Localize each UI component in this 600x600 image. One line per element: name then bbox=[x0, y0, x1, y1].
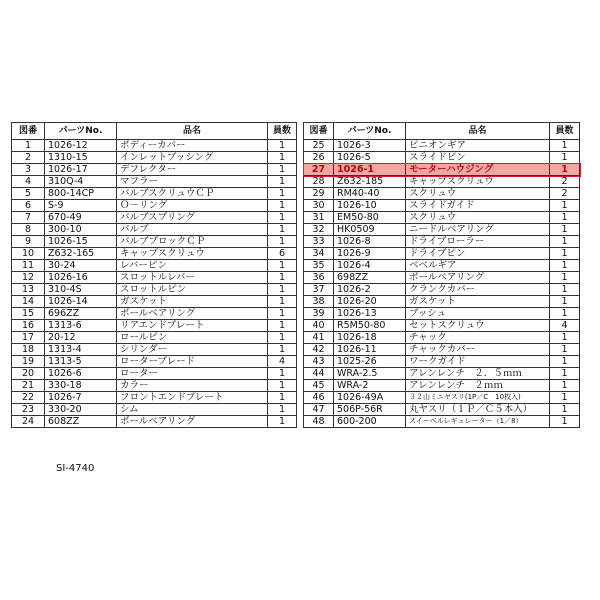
cell-name: スライドピン bbox=[406, 152, 550, 164]
cell-part: Z632-185 bbox=[334, 176, 406, 188]
cell-part: 1025-26 bbox=[334, 356, 406, 368]
cell-no: 14 bbox=[12, 296, 45, 308]
cell-part: 1026-14 bbox=[45, 296, 117, 308]
table-row bbox=[304, 416, 580, 428]
cell-qty: 4 bbox=[550, 320, 580, 332]
cell-part: 1313-5 bbox=[45, 356, 117, 368]
cell-name: リアエンドプレート bbox=[117, 320, 268, 332]
cell-part: 670-49 bbox=[45, 212, 117, 224]
cell-no: 39 bbox=[304, 308, 334, 320]
cell-name: ブッシュ bbox=[406, 308, 550, 320]
parts-table-left-body bbox=[12, 140, 297, 428]
cell-name: バルブスプリング bbox=[117, 212, 268, 224]
table-row bbox=[12, 368, 297, 380]
cell-part: HK0509 bbox=[334, 224, 406, 236]
cell-no: 17 bbox=[12, 332, 45, 344]
cell-qty: 1 bbox=[268, 404, 297, 416]
cell-no: 12 bbox=[12, 272, 45, 284]
table-row bbox=[12, 404, 297, 416]
cell-name: ガスケット bbox=[406, 296, 550, 308]
cell-part: 1026-20 bbox=[334, 296, 406, 308]
table-row bbox=[304, 296, 580, 308]
table-row bbox=[304, 200, 580, 212]
table-row bbox=[12, 320, 297, 332]
cell-name: スクリュウ bbox=[406, 212, 550, 224]
cell-no: 44 bbox=[304, 368, 334, 380]
table-row bbox=[304, 140, 580, 152]
cell-part: 506P-56R bbox=[334, 404, 406, 416]
cell-part: RM40-40 bbox=[334, 188, 406, 200]
cell-qty: 1 bbox=[268, 152, 297, 164]
cell-no: 15 bbox=[12, 308, 45, 320]
cell-name: ボールベアリング bbox=[406, 272, 550, 284]
cell-qty: 1 bbox=[550, 236, 580, 248]
cell-part: 1026-15 bbox=[45, 236, 117, 248]
cell-name: ３２山ミニヤスリ(1P／C 10枚入) bbox=[406, 392, 550, 404]
cell-qty: 1 bbox=[550, 368, 580, 380]
cell-no: 45 bbox=[304, 380, 334, 392]
cell-no: 26 bbox=[304, 152, 334, 164]
table-row bbox=[304, 212, 580, 224]
cell-no: 21 bbox=[12, 380, 45, 392]
cell-part: 1026-6 bbox=[45, 368, 117, 380]
table-row bbox=[304, 380, 580, 392]
cell-part: 1026-2 bbox=[334, 284, 406, 296]
cell-part: 20-12 bbox=[45, 332, 117, 344]
header-part: パーツNo. bbox=[334, 123, 406, 140]
cell-qty: 1 bbox=[550, 296, 580, 308]
cell-name: クランクカバー bbox=[406, 284, 550, 296]
table-row bbox=[12, 284, 297, 296]
table-row bbox=[12, 344, 297, 356]
cell-part: WRA-2 bbox=[334, 380, 406, 392]
cell-no: 10 bbox=[12, 248, 45, 260]
cell-qty: 1 bbox=[550, 308, 580, 320]
cell-qty: 1 bbox=[550, 356, 580, 368]
cell-no: 47 bbox=[304, 404, 334, 416]
header-no: 図番 bbox=[12, 123, 45, 140]
header-name: 品名 bbox=[117, 123, 268, 140]
table-row bbox=[304, 260, 580, 272]
cell-part: 300-10 bbox=[45, 224, 117, 236]
cell-no: 19 bbox=[12, 356, 45, 368]
cell-name: アレンレンチ ２．５ｍｍ bbox=[406, 368, 550, 380]
parts-table-right-body bbox=[304, 140, 580, 428]
cell-name: ボディーカバー bbox=[117, 140, 268, 152]
cell-part: 1026-18 bbox=[334, 332, 406, 344]
cell-no: 3 bbox=[12, 164, 45, 176]
cell-qty: 1 bbox=[550, 164, 580, 176]
cell-part: 1026-12 bbox=[45, 140, 117, 152]
cell-qty: 1 bbox=[268, 140, 297, 152]
cell-no: 43 bbox=[304, 356, 334, 368]
cell-no: 20 bbox=[12, 368, 45, 380]
cell-no: 37 bbox=[304, 284, 334, 296]
cell-qty: 1 bbox=[268, 368, 297, 380]
cell-part: 1026-13 bbox=[334, 308, 406, 320]
cell-name: ローター bbox=[117, 368, 268, 380]
cell-qty: 1 bbox=[268, 380, 297, 392]
table-row bbox=[304, 224, 580, 236]
header-name: 品名 bbox=[406, 123, 550, 140]
table-row bbox=[12, 392, 297, 404]
cell-part: 1026-17 bbox=[45, 164, 117, 176]
cell-qty: 1 bbox=[550, 392, 580, 404]
table-header-row bbox=[12, 123, 297, 140]
table-row bbox=[304, 152, 580, 164]
cell-name: ロールピン bbox=[117, 332, 268, 344]
cell-name: アレンレンチ ２ｍｍ bbox=[406, 380, 550, 392]
cell-part: 1310-15 bbox=[45, 152, 117, 164]
cell-no: 29 bbox=[304, 188, 334, 200]
header-no: 図番 bbox=[304, 123, 334, 140]
cell-name: キャップスクリュウ bbox=[406, 176, 550, 188]
cell-name: マフラー bbox=[117, 176, 268, 188]
table-row bbox=[12, 200, 297, 212]
parts-table-left bbox=[11, 122, 297, 428]
cell-qty: 1 bbox=[268, 296, 297, 308]
cell-no: 18 bbox=[12, 344, 45, 356]
cell-name: ガスケット bbox=[117, 296, 268, 308]
cell-no: 40 bbox=[304, 320, 334, 332]
cell-no: 36 bbox=[304, 272, 334, 284]
cell-name: キャップスクリュウ bbox=[117, 248, 268, 260]
cell-no: 9 bbox=[12, 236, 45, 248]
table-row bbox=[12, 140, 297, 152]
cell-part: 1026-4 bbox=[334, 260, 406, 272]
table-row bbox=[12, 212, 297, 224]
table-row bbox=[304, 368, 580, 380]
cell-no: 30 bbox=[304, 200, 334, 212]
cell-qty: 1 bbox=[268, 176, 297, 188]
cell-part: 1026-3 bbox=[334, 140, 406, 152]
parts-table-right bbox=[303, 122, 580, 428]
cell-part: 608ZZ bbox=[45, 416, 117, 428]
cell-name: チャック bbox=[406, 332, 550, 344]
cell-no: 2 bbox=[12, 152, 45, 164]
table-row bbox=[12, 296, 297, 308]
table-row bbox=[304, 236, 580, 248]
cell-qty: 1 bbox=[268, 260, 297, 272]
cell-name: ニードルベアリング bbox=[406, 224, 550, 236]
cell-name: ボールベアリング bbox=[117, 308, 268, 320]
cell-no: 7 bbox=[12, 212, 45, 224]
table-row bbox=[12, 260, 297, 272]
table-row bbox=[304, 284, 580, 296]
cell-qty: 1 bbox=[268, 236, 297, 248]
cell-no: 27 bbox=[304, 164, 334, 176]
cell-name: ドライブローラー bbox=[406, 236, 550, 248]
table-row bbox=[304, 176, 580, 188]
cell-qty: 1 bbox=[550, 212, 580, 224]
cell-name: バルブブロックＣＰ bbox=[117, 236, 268, 248]
cell-no: 41 bbox=[304, 332, 334, 344]
cell-name: ピニオンギア bbox=[406, 140, 550, 152]
cell-name: カラー bbox=[117, 380, 268, 392]
cell-name: スロットルレバー bbox=[117, 272, 268, 284]
table-row bbox=[304, 308, 580, 320]
cell-part: 1026-5 bbox=[334, 152, 406, 164]
table-row bbox=[12, 248, 297, 260]
cell-qty: 6 bbox=[268, 248, 297, 260]
cell-part: Z632-165 bbox=[45, 248, 117, 260]
cell-part: 1026-1 bbox=[334, 164, 406, 176]
header-qty: 員数 bbox=[550, 123, 580, 140]
cell-part: R5M50-80 bbox=[334, 320, 406, 332]
cell-part: 1026-7 bbox=[45, 392, 117, 404]
cell-no: 1 bbox=[12, 140, 45, 152]
header-qty: 員数 bbox=[268, 123, 297, 140]
cell-qty: 1 bbox=[550, 380, 580, 392]
cell-no: 24 bbox=[12, 416, 45, 428]
cell-qty: 1 bbox=[268, 188, 297, 200]
cell-qty: 1 bbox=[268, 212, 297, 224]
table-row bbox=[12, 164, 297, 176]
cell-part: 330-20 bbox=[45, 404, 117, 416]
cell-no: 11 bbox=[12, 260, 45, 272]
cell-name: シム bbox=[117, 404, 268, 416]
cell-no: 34 bbox=[304, 248, 334, 260]
cell-qty: 1 bbox=[550, 284, 580, 296]
table-row bbox=[12, 272, 297, 284]
cell-name: フロントエンドプレート bbox=[117, 392, 268, 404]
cell-name: デフレクター bbox=[117, 164, 268, 176]
cell-no: 4 bbox=[12, 176, 45, 188]
table-row bbox=[12, 236, 297, 248]
cell-name: 丸ヤスリ（１Ｐ／Ｃ５本入） bbox=[406, 404, 550, 416]
table-row bbox=[304, 320, 580, 332]
cell-no: 38 bbox=[304, 296, 334, 308]
table-row bbox=[304, 188, 580, 200]
cell-qty: 1 bbox=[268, 392, 297, 404]
document-code: SI-4740 bbox=[56, 463, 95, 474]
cell-qty: 1 bbox=[550, 344, 580, 356]
cell-no: 35 bbox=[304, 260, 334, 272]
cell-name: スロットルピン bbox=[117, 284, 268, 296]
cell-name: インレットブッシング bbox=[117, 152, 268, 164]
table-row bbox=[304, 356, 580, 368]
cell-part: WRA-2.5 bbox=[334, 368, 406, 380]
cell-name: チャックカバー bbox=[406, 344, 550, 356]
cell-name: セットスクリュウ bbox=[406, 320, 550, 332]
cell-part: 1313-4 bbox=[45, 344, 117, 356]
cell-qty: 1 bbox=[268, 284, 297, 296]
table-row bbox=[12, 188, 297, 200]
cell-no: 8 bbox=[12, 224, 45, 236]
cell-part: 1026-11 bbox=[334, 344, 406, 356]
table-row bbox=[304, 404, 580, 416]
cell-part: 600-200 bbox=[334, 416, 406, 428]
cell-part: 1026-9 bbox=[334, 248, 406, 260]
cell-qty: 1 bbox=[268, 164, 297, 176]
cell-part: 310Q-4 bbox=[45, 176, 117, 188]
table-row bbox=[12, 152, 297, 164]
cell-no: 25 bbox=[304, 140, 334, 152]
cell-part: 696ZZ bbox=[45, 308, 117, 320]
table-row bbox=[304, 248, 580, 260]
cell-qty: 1 bbox=[550, 200, 580, 212]
cell-no: 31 bbox=[304, 212, 334, 224]
table-row bbox=[12, 224, 297, 236]
cell-qty: 1 bbox=[268, 224, 297, 236]
table-row bbox=[12, 356, 297, 368]
cell-part: 30-24 bbox=[45, 260, 117, 272]
cell-no: 33 bbox=[304, 236, 334, 248]
cell-qty: 1 bbox=[550, 224, 580, 236]
cell-no: 22 bbox=[12, 392, 45, 404]
cell-qty: 1 bbox=[268, 308, 297, 320]
cell-qty: 1 bbox=[268, 416, 297, 428]
cell-qty: 1 bbox=[268, 320, 297, 332]
cell-qty: 2 bbox=[550, 176, 580, 188]
cell-qty: 1 bbox=[268, 200, 297, 212]
table-row bbox=[12, 416, 297, 428]
cell-name: シリンダー bbox=[117, 344, 268, 356]
table-row bbox=[304, 392, 580, 404]
cell-name: ワークガイド bbox=[406, 356, 550, 368]
cell-part: EM50-80 bbox=[334, 212, 406, 224]
cell-qty: 1 bbox=[268, 332, 297, 344]
cell-name: スライドガイド bbox=[406, 200, 550, 212]
cell-part: 330-18 bbox=[45, 380, 117, 392]
cell-qty: 1 bbox=[268, 272, 297, 284]
cell-no: 46 bbox=[304, 392, 334, 404]
cell-qty: 1 bbox=[268, 344, 297, 356]
cell-qty: 2 bbox=[550, 188, 580, 200]
cell-name: バルブスクリュウＣＰ bbox=[117, 188, 268, 200]
table-row bbox=[304, 164, 580, 176]
table-row bbox=[12, 332, 297, 344]
cell-name: モーターハウジング bbox=[406, 164, 550, 176]
cell-name: レバーピン bbox=[117, 260, 268, 272]
cell-name: ドライブピン bbox=[406, 248, 550, 260]
table-row bbox=[304, 344, 580, 356]
cell-qty: 1 bbox=[550, 404, 580, 416]
table-row bbox=[12, 176, 297, 188]
cell-name: スイーベルレギュレーター（1／8） bbox=[406, 416, 550, 428]
cell-qty: 1 bbox=[550, 416, 580, 428]
cell-part: S-9 bbox=[45, 200, 117, 212]
cell-no: 16 bbox=[12, 320, 45, 332]
cell-no: 32 bbox=[304, 224, 334, 236]
cell-qty: 1 bbox=[550, 332, 580, 344]
cell-part: 698ZZ bbox=[334, 272, 406, 284]
cell-name: バルブ bbox=[117, 224, 268, 236]
cell-name: ローターブレード bbox=[117, 356, 268, 368]
table-row bbox=[12, 380, 297, 392]
cell-qty: 1 bbox=[550, 260, 580, 272]
cell-no: 6 bbox=[12, 200, 45, 212]
cell-part: 1026-8 bbox=[334, 236, 406, 248]
cell-name: ボールベアリング bbox=[117, 416, 268, 428]
cell-qty: 1 bbox=[550, 140, 580, 152]
cell-no: 28 bbox=[304, 176, 334, 188]
cell-part: 1026-16 bbox=[45, 272, 117, 284]
cell-name: Ｏ－リング bbox=[117, 200, 268, 212]
table-row bbox=[304, 272, 580, 284]
cell-no: 42 bbox=[304, 344, 334, 356]
cell-qty: 1 bbox=[550, 272, 580, 284]
cell-no: 48 bbox=[304, 416, 334, 428]
cell-qty: 1 bbox=[550, 248, 580, 260]
cell-part: 310-4S bbox=[45, 284, 117, 296]
cell-qty: 4 bbox=[268, 356, 297, 368]
cell-part: 800-14CP bbox=[45, 188, 117, 200]
table-header-row bbox=[304, 123, 580, 140]
cell-name: ベベルギア bbox=[406, 260, 550, 272]
cell-name: スクリュウ bbox=[406, 188, 550, 200]
table-row bbox=[304, 332, 580, 344]
cell-part: 1026-10 bbox=[334, 200, 406, 212]
cell-part: 1026-49A bbox=[334, 392, 406, 404]
cell-part: 1313-6 bbox=[45, 320, 117, 332]
cell-no: 13 bbox=[12, 284, 45, 296]
header-part: パーツNo. bbox=[45, 123, 117, 140]
cell-qty: 1 bbox=[550, 152, 580, 164]
cell-no: 23 bbox=[12, 404, 45, 416]
table-row bbox=[12, 308, 297, 320]
cell-no: 5 bbox=[12, 188, 45, 200]
